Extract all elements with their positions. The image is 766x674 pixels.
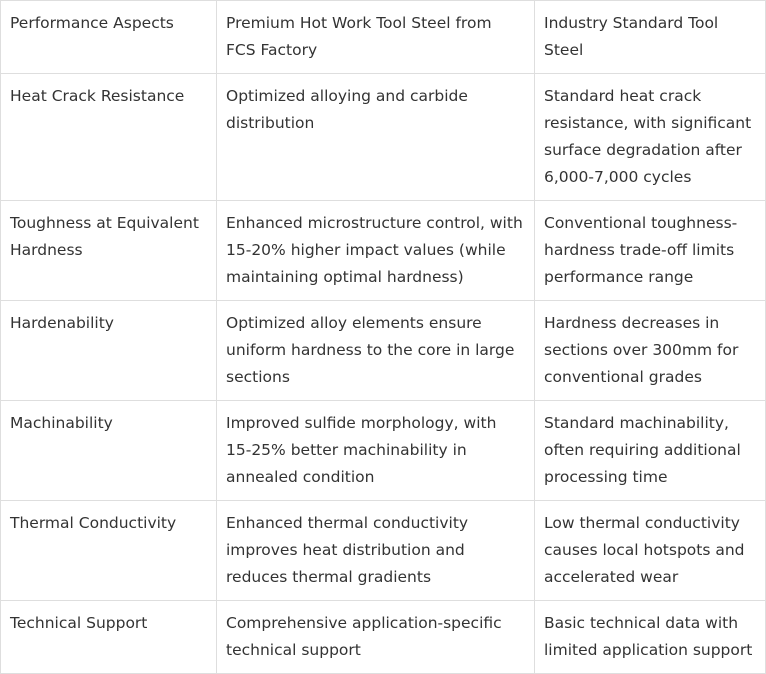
cell-standard: Standard heat crack resistance, with significant surface degradation after 6,000-7,000 cycles	[535, 74, 766, 201]
table-row	[1, 501, 766, 601]
cell-aspect: Thermal Conductivity	[1, 501, 217, 601]
cell-standard: Hardness decreases in sections over 300mm for conventional grades	[535, 301, 766, 401]
cell-premium: Optimized alloy elements ensure uniform hardness to the core in large sections	[217, 301, 535, 401]
cell-premium: Comprehensive application-specific technical support	[217, 601, 535, 674]
table-row	[1, 201, 766, 301]
header-industry-standard: Industry Standard Tool Steel	[535, 1, 766, 74]
table-header-row	[1, 1, 766, 74]
cell-aspect: Machinability	[1, 401, 217, 501]
cell-standard: Standard machinability, often requiring additional processing time	[535, 401, 766, 501]
cell-premium: Improved sulfide morphology, with 15-25% better machinability in annealed condition	[217, 401, 535, 501]
cell-premium: Enhanced thermal conductivity improves heat distribution and reduces thermal gradients	[217, 501, 535, 601]
cell-standard: Basic technical data with limited application support	[535, 601, 766, 674]
cell-premium: Optimized alloying and carbide distribution	[217, 74, 535, 201]
header-premium-steel: Premium Hot Work Tool Steel from FCS Factory	[217, 1, 535, 74]
table-row	[1, 401, 766, 501]
table-row	[1, 74, 766, 201]
cell-aspect: Technical Support	[1, 601, 217, 674]
cell-aspect: Toughness at Equivalent Hardness	[1, 201, 217, 301]
cell-standard: Low thermal conductivity causes local hotspots and accelerated wear	[535, 501, 766, 601]
cell-aspect: Heat Crack Resistance	[1, 74, 217, 201]
table-row	[1, 601, 766, 674]
cell-standard: Conventional toughness-hardness trade-off limits performance range	[535, 201, 766, 301]
table-row	[1, 301, 766, 401]
cell-aspect: Hardenability	[1, 301, 217, 401]
header-performance-aspects: Performance Aspects	[1, 1, 217, 74]
cell-premium: Enhanced microstructure control, with 15-20% higher impact values (while maintaining optimal hardness)	[217, 201, 535, 301]
